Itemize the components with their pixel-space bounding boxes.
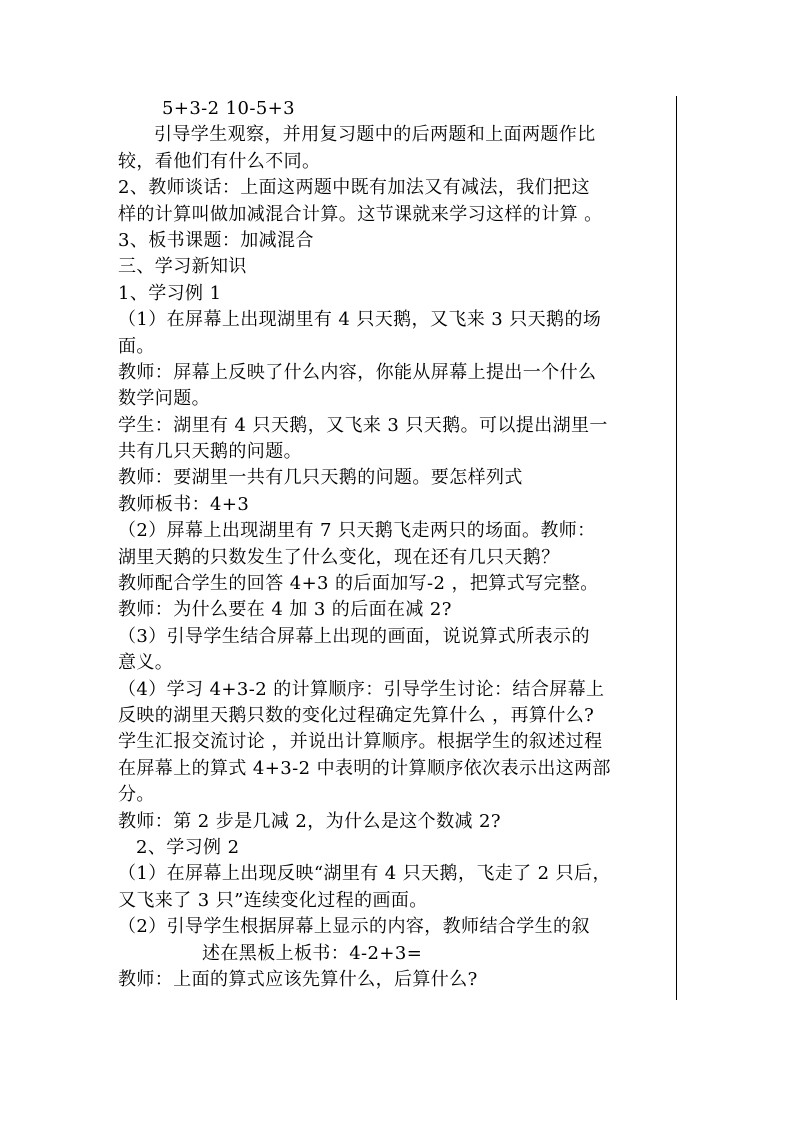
text-line: （3）引导学生结合屏幕上出现的画面，说说算式所表示的 [118,625,590,647]
text-line: 反映的湖里天鹅只数的变化过程确定先算什么 ，再算什么? [118,704,595,726]
document-body [118,96,678,993]
text-line: （1）在屏幕上出现反映“湖里有 4 只天鹅，飞走了 2 只后， [118,863,611,885]
text-line: 样的计算叫做加减混合计算。这节课就来学习这样的计算 。 [118,203,603,225]
text-line: （2）屏幕上出现湖里有 7 只天鹅飞走两只的场面。教师： [118,520,596,542]
text-line: （2）引导学生根据屏幕上显示的内容，教师结合学生的叙 [118,916,590,938]
text-line: 分。 [118,784,155,806]
text-line: 数学问题。 [118,388,210,410]
text-line: 共有几只天鹅的问题。 [118,441,302,463]
text-line: 教师：上面的算式应该先算什么，后算什么? [118,968,478,990]
text-line: （1）在屏幕上出现湖里有 4 只天鹅，又飞来 3 只天鹅的场 [118,309,602,331]
text-line: 学生：湖里有 4 只天鹅，又飞来 3 只天鹅。可以提出湖里一 [118,414,608,436]
table-right-border [676,96,677,1000]
text-line: 述在黑板上板书：4-2+3= [202,942,423,964]
subsection-heading: 1、学习例 1 [118,282,222,304]
text-line: 面。 [118,335,155,357]
text-line: 教师：屏幕上反映了什么内容，你能从屏幕上提出一个什么 [118,361,597,383]
text-line: 较，看他们有什么不同。 [118,150,321,172]
text-line: 3、板书课题：加减混合 [118,229,314,251]
text-line: 教师：要湖里一共有几只天鹅的问题。要怎样列式 [118,467,523,489]
text-line: 引导学生观察，并用复习题中的后两题和上面两题作比 [154,124,596,146]
text-line: 在屏幕上的算式 4+3-2 中表明的计算顺序依次表示出这两部 [118,757,611,779]
text-line: 教师：为什么要在 4 加 3 的后面在减 2? [118,599,452,621]
text-line: 教师配合学生的回答 4+3 的后面加写-2 ，把算式写完整。 [118,573,599,595]
equation-line: 5+3-2 10-5+3 [162,98,296,119]
text-line: 2、教师谈话：上面这两题中既有加法又有减法，我们把这 [118,177,590,199]
text-line: 又飞来了 3 只”连续变化过程的画面。 [118,889,428,911]
section-heading: 三、学习新知识 [118,256,247,278]
text-line: 教师：第 2 步是几减 2，为什么是这个数减 2? [118,810,501,832]
text-line: （4）学习 4+3-2 的计算顺序：引导学生讨论：结合屏幕上 [118,678,605,700]
text-line: 教师板书：4+3 [118,493,250,515]
subsection-heading: 2、学习例 2 [136,836,240,858]
text-line: 学生汇报交流讨论 ，并说出计算顺序。根据学生的叙述过程 [118,731,603,753]
text-line: 意义。 [118,652,174,674]
text-line: 湖里天鹅的只数发生了什么变化，现在还有几只天鹅？ [118,546,560,568]
